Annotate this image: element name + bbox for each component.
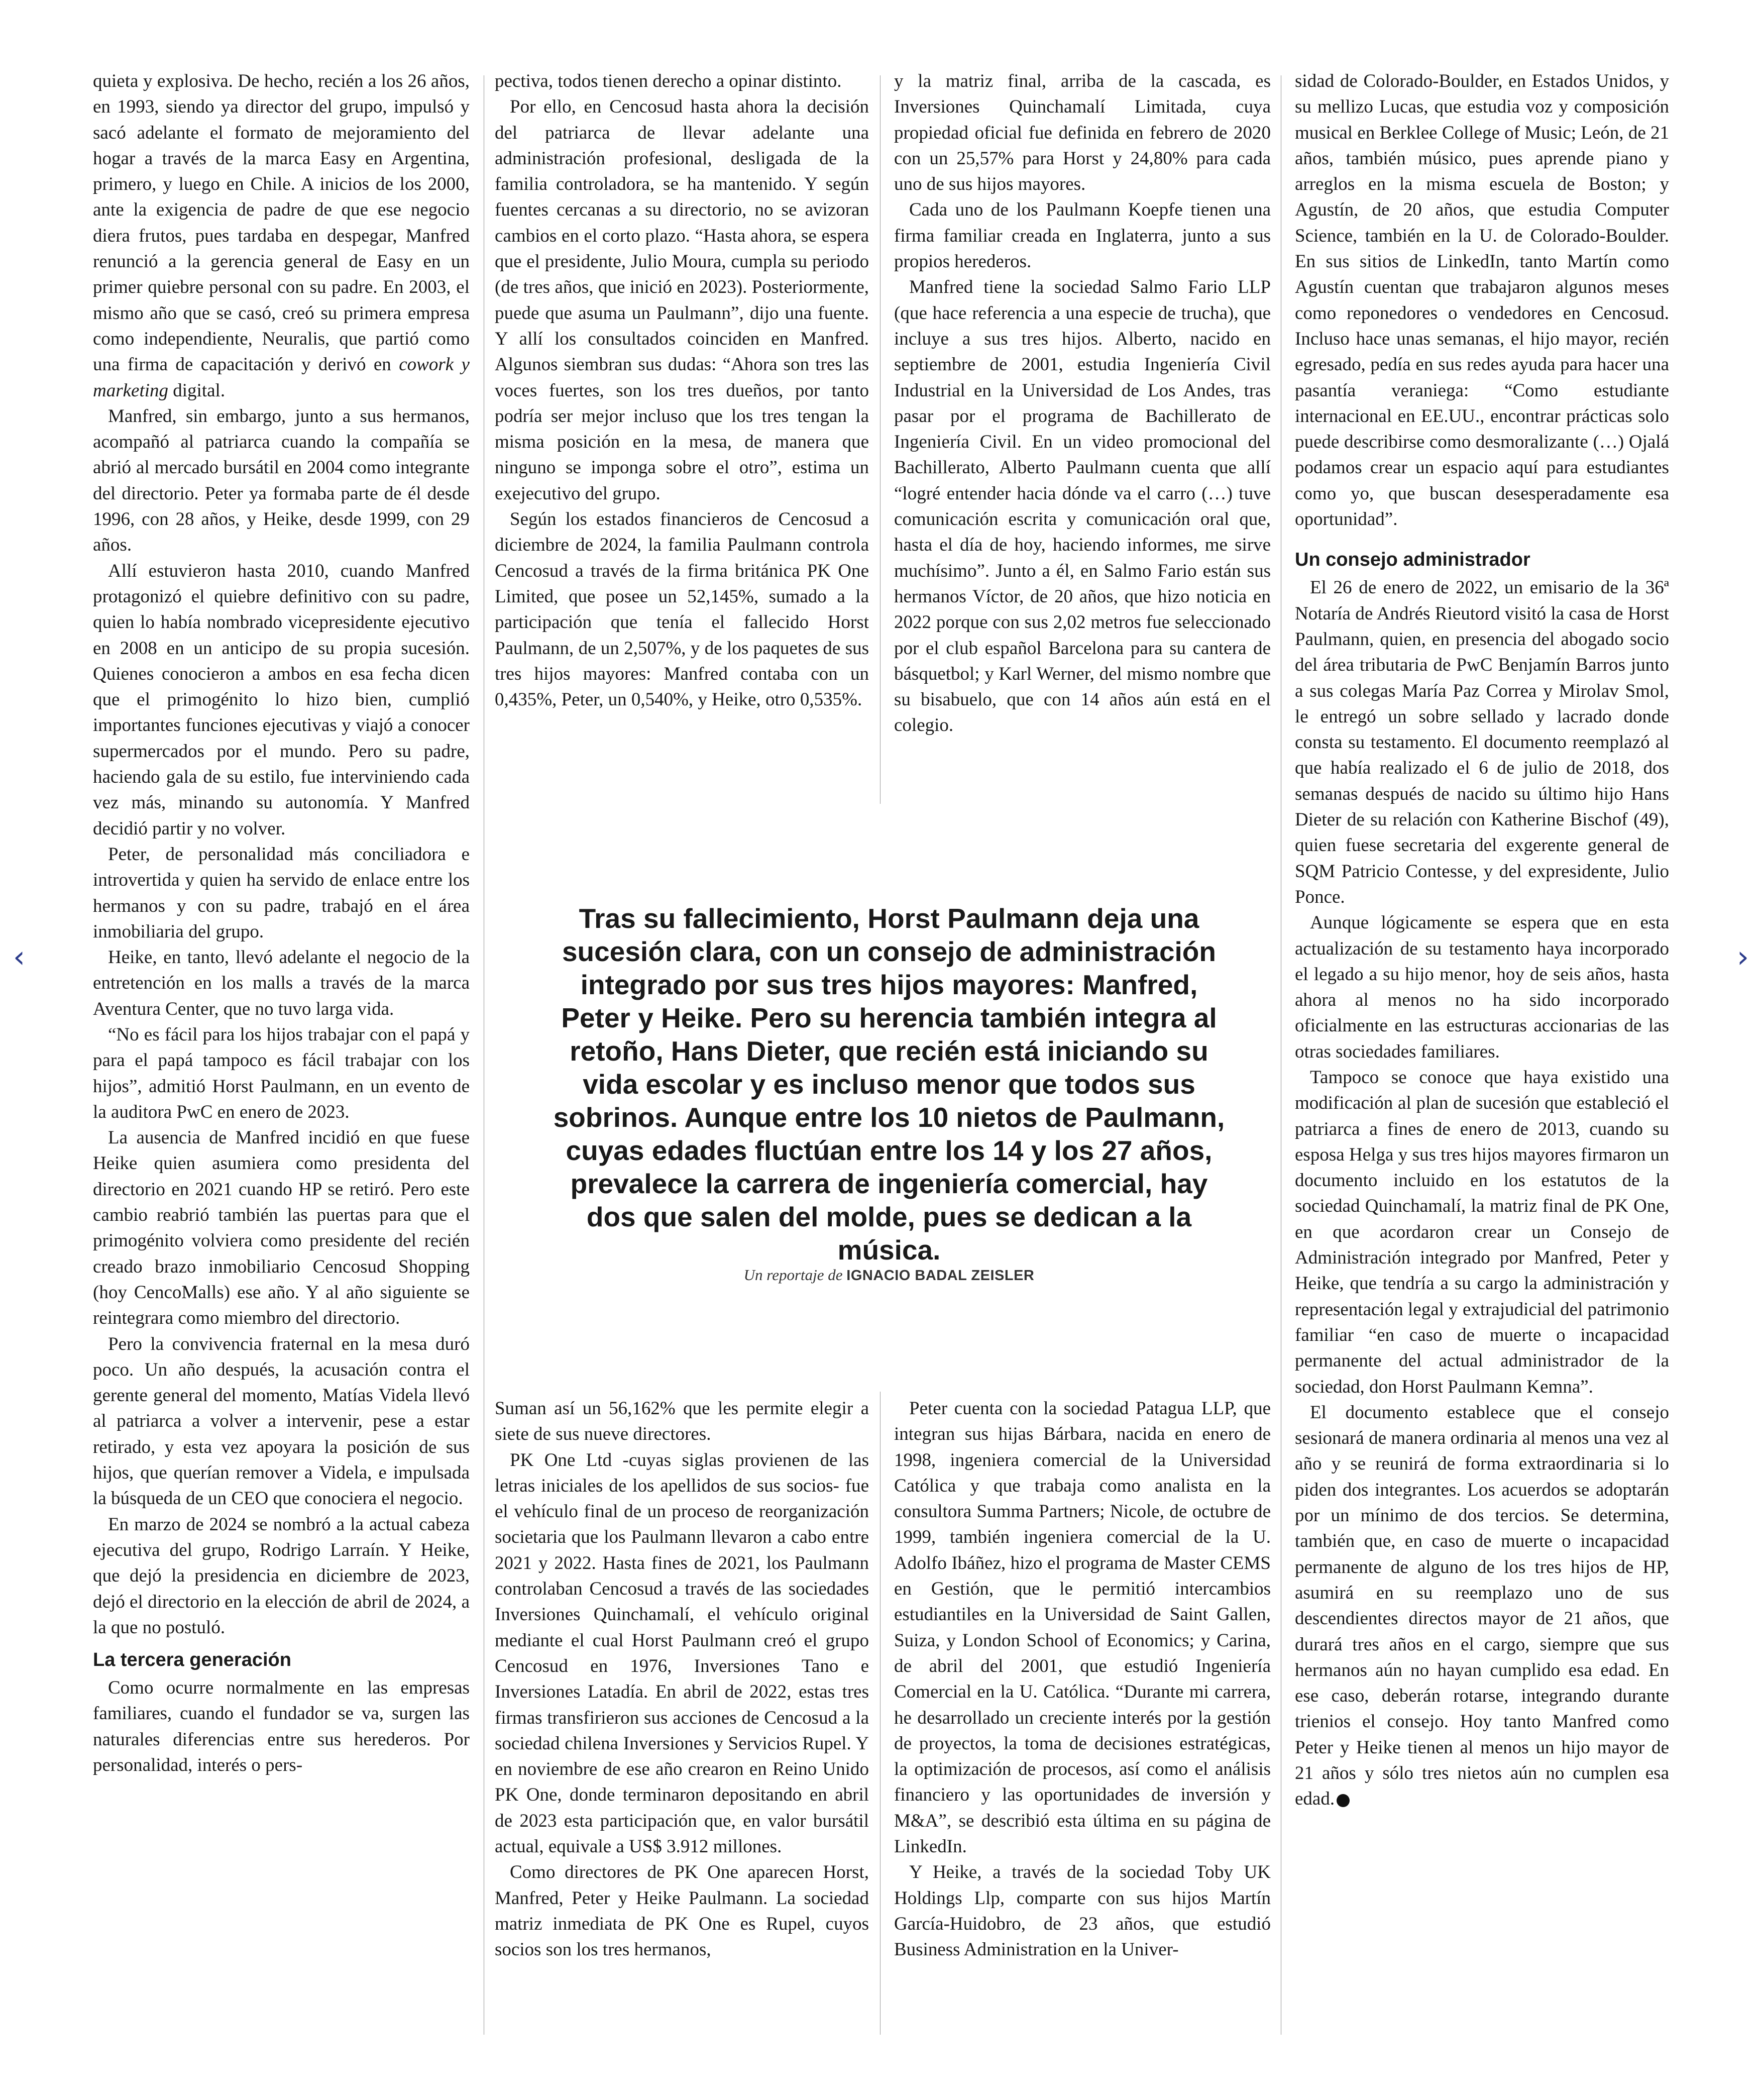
byline-author: IGNACIO BADAL ZEISLER <box>846 1268 1035 1284</box>
paragraph: Pero la convivencia fraternal en la mesa duró poco. Un año después, la acusación contra el gerente general del momento, Matías Videla llevó al patriarca a volver a intervenir, pese a estar retirado, y esta vez apoyara la posición de sus hijos, que querían remover a Videla, e impulsada la búsqueda de un CEO que conociera el negocio. <box>93 1333 470 1509</box>
section-heading: La tercera generación <box>93 1649 291 1671</box>
paragraph: Allí estuvieron hasta 2010, cuando Manfred protagonizó el quiebre definitivo con su padre, quien lo había nombrado vicepresidente ejecutivo en 2008 en un anticipo de su propia sucesión. Quienes conocieron a ambos en esa fecha dicen que el primogénito lo hizo bien, cumplió importantes funciones ejecutivas y viajó a conocer supermercados por el mundo. Pero su padre, haciendo gala de su estilo, fue interviniendo cada vez más, minando su autonomía. Y Manfred decidió partir y no volver. <box>93 560 470 839</box>
end-of-article-icon: P <box>1337 1794 1350 1807</box>
paragraph: Tampoco se conoce que haya existido una modificación al plan de sucesión que estableció el patriarca a fines de enero de 2013, cuando su esposa Helga y sus tres hijos mayores firmaron un documento incluido en los estatutos de la sociedad Quinchamalí, la matriz final de PK One, en que acordaron crear un Consejo de Administración integrado por Manfred, Peter y Heike, que tendría a su cargo la administración y representación legal y extrajudicial del patrimonio familiar “en caso de muerte o incapacidad permanente del actual administrador de la sociedad, don Horst Paulmann Kemna”. <box>1295 1067 1669 1397</box>
paragraph: y la matriz final, arriba de la cascada, es Inversiones Quinchamalí Limitada, cuya propiedad oficial fue definida en febrero de 2020 con un 25,57% para Horst y 24,80% para cada uno de sus hijos mayores. <box>894 71 1271 195</box>
paragraph: “No es fácil para los hijos trabajar con el papá y para el papá tampoco es fácil trabajar con los hijos”, admitió Horst Paulmann, en un evento de la auditora PwC en enero de 2023. <box>93 1024 470 1122</box>
paragraph: Suman así un 56,162% que les permite elegir a siete de sus nueve directores. <box>495 1398 869 1445</box>
paragraph: PK One Ltd -cuyas siglas provienen de las letras iniciales de los apellidos de sus socios- fue el vehículo final de un proceso de reorganización societaria que los Paulmann llevaron a cabo entre 2021 y 2022. Hasta fines de 2021, los Paulmann controlaban Cencosud a través de las sociedades Inversiones Quinchamalí, el vehículo original mediante el cual Horst Paulmann creó el grupo Cencosud en 1976, Inversiones Tano e Inversiones Latadía. En abril de 2022, estas tres firmas transfirieron sus acciones de Cencosud a la sociedad chilena Inversiones y Servicios Rupel. Y en noviembre de ese año crearon en Reino Unido PK One, donde terminaron depositando en abril de 2023 esta participación que, en valor bursátil actual, equivale a US$ 3.912 millones. <box>495 1449 869 1857</box>
paragraph: Cada uno de los Paulmann Koepfe tienen una firma familiar creada en Inglaterra, junto a sus propios herederos. <box>894 199 1271 272</box>
paragraph: Peter, de personalidad más conciliadora e introvertida y quien ha servido de enlace entre los hermanos y con su padre, trabajó en el área inmobiliaria del grupo. <box>93 844 470 942</box>
paragraph: Como directores de PK One aparecen Horst, Manfred, Peter y Heike Paulmann. La sociedad matriz inmediata de PK One es Rupel, cuyos socios son los tres hermanos, <box>495 1862 869 1960</box>
paragraph: Aunque lógicamente se espera que en esta actualización de su testamento haya incorporado el legado a su hijo menor, hoy de seis años, hasta ahora al menos no ha sido incorporado oficialmente en las estructuras accionarias de las otras sociedades familiares. <box>1295 912 1669 1062</box>
italic-text: cowork y marketing <box>93 354 470 401</box>
paragraph: quieta y explosiva. De hecho, recién a los 26 años, en 1993, siendo ya director del grupo, impulsó y sacó adelante el formato de mejoramiento del hogar a través de la marca Easy en Argentina, primero, y luego en Chile. A inicios de los 2000, ante la exigencia de padre de que ese negocio diera frutos, pues tardaba en despegar, Manfred renunció a la gerencia general de Easy en un primer quiebre personal con su padre. En 2003, el mismo año que se casó, creó su primera empresa como independiente, Neuralis, que partió como una firma de capacitación y derivó en cowork y marketing digital. <box>93 71 470 401</box>
article-column-3-bottom <box>894 1396 1271 1963</box>
paragraph: Según los estados financieros de Cencosud a diciembre de 2024, la familia Paulmann controla Cencosud a través de la firma británica PK One Limited, que posee un 52,145%, sumado a la participación que tenía el fallecido Horst Paulmann, de un 2,507%, y de los paquetes de sus tres hijos mayores: Manfred contaba con un 0,435%, Peter, un 0,540%, y Heike, otro 0,535%. <box>495 509 869 710</box>
pull-quote: Tras su fallecimiento, Horst Paulmann deja una sucesión clara, con un consejo de administración integrado por sus tres hijos mayores: Manfred, Peter y Heike. Pero su herencia también integra al retoño, Hans Dieter, que recién está iniciando su vida escolar y es incluso menor que todos sus sobrinos. Aunque entre los 10 nietos de Paulmann, cuyas edades fluctúan entre los 14 y los 27 años, prevalece la carrera de ingeniería comercial, hay dos que salen del molde, pues se dedican a la música. <box>553 903 1225 1266</box>
section-heading: Un consejo administrador <box>1295 549 1530 571</box>
paragraph: Peter cuenta con la sociedad Patagua LLP, que integran sus hijas Bárbara, nacida en enero de 1998, ingeniera comercial de la Universidad Católica y que trabaja como analista en la consultora Summa Partners; Nicole, de octubre de 1999, también ingeniera comercial de la U. Adolfo Ibáñez, hizo el programa de Master CEMS en Gestión, que le permitió intercambios estudiantiles en la Universidad de Saint Gallen, Suiza, y London School of Economics; y Carina, de abril del 2001, que estudió Ingeniería Comercial en la U. Católica. “Durante mi carrera, he desarrollado un creciente interés por la gestión de proyectos, la toma de decisiones estratégicas, la optimización de procesos, así como el análisis financiero y las oportunidades de inversión y M&A”, se describió esta última en su página de LinkedIn. <box>894 1398 1271 1857</box>
paragraph: Manfred tiene la sociedad Salmo Fario LLP (que hace referencia a una especie de trucha), que incluye a sus tres hijos. Alberto, nacido en septiembre de 2001, estudia Ingeniería Civil Industrial en la Universidad de Los Andes, tras pasar por el programa de Bachillerato de Ingeniería Civil. En un video promocional del Bachillerato, Alberto Paulmann cuenta que allí “logré entender hacia dónde va el carro (…) tuve comunicación escrita y comunicación oral que, hasta el día de hoy, haciendo informes, me sirve muchísimo”. Junto a él, en Salmo Fario están sus hermanos Víctor, de 20 años, que hizo noticia en 2022 porque con sus 2,02 metros fue seleccionado por el club español Barcelona para su cantera de básquetbol; y Karl Werner, del mismo nombre que su bisabuelo, que con 14 años aún está en el colegio. <box>894 277 1271 736</box>
paragraph: El 26 de enero de 2022, un emisario de la 36ª Notaría de Andrés Rieutord visitó la casa de Horst Paulmann, quien, en presencia del abogado socio del área tributaria de PwC Benjamín Barros junto a sus colegas María Paz Correa y Mirolav Smol, le entregó un sobre sellado y lacrado donde consta su testamento. El documento reemplazó al que había realizado el 6 de julio de 2018, dos semanas después de nacido su último hijo Hans Dieter de su relación con Katherine Bischof (49), quien fuese secretaria del exgerente general de SQM Patricio Contesse, y del expresidente, Julio Ponce. <box>1295 577 1669 907</box>
article-column-2-bottom <box>495 1396 869 1963</box>
next-page-arrow-icon[interactable]: › <box>1737 939 1749 975</box>
paragraph: Manfred, sin embargo, junto a sus hermanos, acompañó al patriarca cuando la compañía se abrió al mercado bursátil en 2004 como integrante del directorio. Peter ya formaba parte de él desde 1996, con 28 años, y Heike, desde 1999, con 29 años. <box>93 405 470 556</box>
paragraph: La ausencia de Manfred incidió en que fuese Heike quien asumiera como presidenta del directorio en 2021 cuando HP se retiró. Pero este cambio reabrió también las puertas para que el primogénito volviera como presidente del recién creado brazo inmobiliario Cencosud Shopping (hoy CencoMalls) ese año. Y al año siguiente se reintegrara como miembro del directorio. <box>93 1127 470 1329</box>
article-column-1 <box>93 68 470 1778</box>
paragraph: El documento establece que el consejo sesionará de manera ordinaria al menos una vez al año y se reunirá de forma extraordinaria si lo piden dos integrantes. Los acuerdos se adoptarán por un mínimo de dos tercios. Se determina, también que, en caso de muerte o incapacidad permanente de alguno de los tres hijos de HP, asumirá en su reemplazo uno de sus descendientes directos mayor de 21 años, que durará tres años en el cargo, siempre que sus hermanos aún no hayan cumplido esa edad. En ese caso, deberán rotarse, integrando durante trienios el consejo. Hoy tanto Manfred como Peter y Heike tienen al menos un hijo mayor de 21 años y sólo tres nietos aún no cumplen esa edad. P <box>1295 1402 1669 1810</box>
paragraph: pectiva, todos tienen derecho a opinar distinto. <box>495 71 842 91</box>
article-column-3-top <box>894 68 1271 739</box>
paragraph: Y Heike, a través de la sociedad Toby UK Holdings Llp, comparte con sus hijos Martín García-Huidobro, de 23 años, que estudió Business Administration en la Univer- <box>894 1862 1271 1960</box>
prev-page-arrow-icon[interactable]: ‹ <box>13 939 25 975</box>
paragraph: Por ello, en Cencosud hasta ahora la decisión del patriarca de llevar adelante una administración profesional, desligada de la familia controladora, se ha mantenido. Y según fuentes cercanas a su directorio, no se avizoran cambios en el corto plazo. “Hasta ahora, se espera que el presidente, Julio Moura, cumpla su periodo (de tres años, que inició en 2023). Posteriormente, puede que asuma un Paulmann”, dijo una fuente. Y allí los consultados coinciden en Manfred. Algunos siembran sus dudas: “Ahora son tres las voces fuertes, son los tres dueños, por tanto podría ser mejor incluso que los tres tengan la misma posición en la mesa, de manera que ninguno se imponga sobre el otro”, estima un exejecutivo del grupo. <box>495 96 869 504</box>
byline-prefix: Un reportaje de <box>743 1266 843 1284</box>
byline <box>542 1266 1236 1284</box>
paragraph: Como ocurre normalmente en las empresas familiares, cuando el fundador se va, surgen las naturales diferencias entre sus herederos. Por personalidad, interés o pers- <box>93 1677 470 1775</box>
article-column-4 <box>1295 68 1669 1812</box>
paragraph: sidad de Colorado-Boulder, en Estados Unidos, y su mellizo Lucas, que estudia voz y composición musical en Berklee College of Music; León, de 21 años, también músico, pues aprende piano y arreglos en la misma escuela de Boston; y Agustín, de 20 años, que estudia Computer Science, también en la U. de Colorado-Boulder. En sus sitios de LinkedIn, tanto Martín como Agustín cuentan que trabajaron algunos meses como reponedores o vendedores en Cencosud. Incluso hace unas semanas, el hijo mayor, recién egresado, pedía en sus redes ayuda para hacer una pasantía veraniega: “Como estudiante internacional en EE.UU., encontrar prácticas solo puede describirse como desmoralizante (…) Ojalá podamos crear un espacio aquí para estudiantes como yo, que buscan desesperadamente esa oportunidad”. <box>1295 71 1669 530</box>
paragraph: En marzo de 2024 se nombró a la actual cabeza ejecutiva del grupo, Rodrigo Larraín. Y Heike, que dejó la presidencia en diciembre de 2023, dejó el directorio en la elección de abril de 2024, a la que no postuló. <box>93 1514 470 1638</box>
article-column-2-top <box>495 68 869 712</box>
paragraph: Heike, en tanto, llevó adelante el negocio de la entretención en los malls a través de la marca Aventura Center, que no tuvo larga vida. <box>93 947 470 1019</box>
